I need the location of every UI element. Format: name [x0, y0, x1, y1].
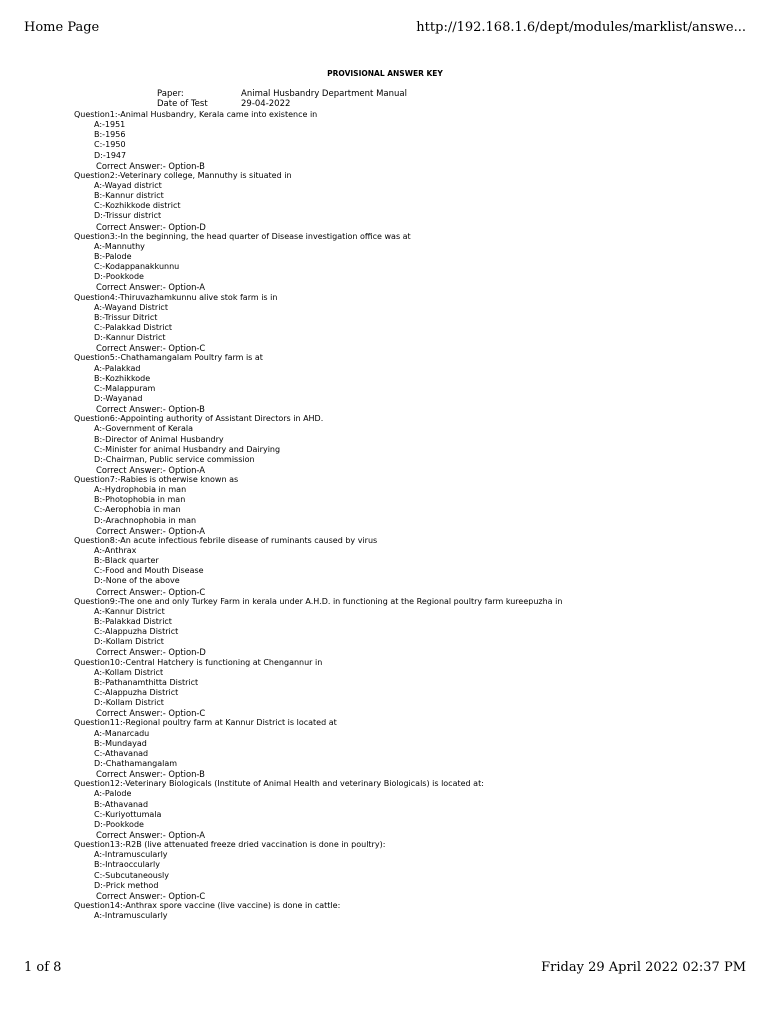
- question-block: [74, 718, 754, 779]
- correct-answer: Correct Answer:- Option-C: [96, 343, 206, 354]
- answer-option: D:-Chairman, Public service commission: [94, 454, 255, 464]
- answer-option: A:-Intramuscularly: [94, 911, 168, 921]
- question-block: [74, 110, 754, 171]
- correct-answer: Correct Answer:- Option-D: [96, 647, 206, 658]
- answer-option: D:-None of the above: [94, 576, 180, 586]
- question-text: Question9:-The one and only Turkey Farm in kerala under A.H.D. in functioning at the Regional poultry farm kureepuzha in: [74, 596, 563, 606]
- question-text: Question13:-R2B (live attenuated freeze dried vaccination is done in poultry):: [74, 840, 386, 850]
- question-block: [74, 597, 754, 658]
- answer-option: B:-Intraoccularly: [94, 860, 160, 870]
- answer-option: B:-Pathanamthitta District: [94, 677, 199, 687]
- answer-option: A:-Anthrax: [94, 546, 137, 556]
- answer-option: D:-1947: [94, 150, 127, 160]
- question-text: Question1:-Animal Husbandry, Kerala came into existence in: [74, 110, 318, 119]
- question-text: Question11:-Regional poultry farm at Kannur District is located at: [74, 718, 337, 728]
- question-block: [74, 232, 754, 293]
- question-block: [74, 658, 754, 719]
- answer-option: C:-Food and Mouth Disease: [94, 566, 204, 576]
- answer-option: D:-Trissur district: [94, 211, 162, 221]
- browser-header-url: http://192.168.1.6/dept/modules/marklist/answe...: [416, 20, 746, 35]
- question-text: Question12:-Veterinary Biologicals (Institute of Animal Health and veterinary Biologicals) is located at:: [74, 779, 484, 789]
- answer-option: D:-Prick method: [94, 880, 159, 890]
- correct-answer: Correct Answer:- Option-C: [96, 890, 206, 901]
- question-block: [74, 353, 754, 414]
- correct-answer: Correct Answer:- Option-B: [96, 404, 205, 415]
- date-row: [157, 99, 291, 109]
- date-label: Date of Test: [157, 99, 208, 109]
- question-text: Question7:-Rabies is otherwise known as: [74, 475, 239, 485]
- answer-option: A:-Palode: [94, 789, 132, 799]
- answer-option: B:-Kannur district: [94, 191, 164, 201]
- question-block: [74, 901, 754, 921]
- answer-option: B:-1956: [94, 130, 126, 140]
- page-title: PROVISIONAL ANSWER KEY: [327, 69, 443, 78]
- answer-option: B:-Palode: [94, 251, 132, 261]
- answer-option: D:-Kollam District: [94, 698, 164, 708]
- question-block: [74, 779, 754, 840]
- question-list: [74, 110, 754, 921]
- question-block: [74, 171, 754, 232]
- answer-option: B:-Director of Animal Husbandry: [94, 434, 224, 444]
- answer-option: A:-Kannur District: [94, 606, 165, 616]
- answer-option: A:-Intramuscularly: [94, 850, 168, 860]
- paper-label: Paper:: [157, 89, 184, 99]
- answer-option: D:-Pookkode: [94, 819, 144, 829]
- print-timestamp: Friday 29 April 2022 02:37 PM: [541, 960, 746, 975]
- answer-option: C:-Palakkad District: [94, 322, 173, 332]
- page-counter: 1 of 8: [24, 960, 62, 975]
- answer-option: A:-Government of Kerala: [94, 424, 193, 434]
- question-text: Question6:-Appointing authority of Assistant Directors in AHD.: [74, 414, 324, 424]
- answer-option: A:-Wayad district: [94, 180, 162, 190]
- browser-header-title: Home Page: [24, 20, 100, 35]
- answer-option: D:-Chathamangalam: [94, 759, 178, 768]
- answer-option: B:-Black quarter: [94, 556, 159, 566]
- answer-option: C:-1950: [94, 140, 126, 150]
- answer-option: C:-Aerophobia in man: [94, 505, 181, 515]
- answer-option: D:-Wayanad: [94, 393, 143, 403]
- correct-answer: Correct Answer:- Option-D: [96, 221, 206, 232]
- correct-answer: Correct Answer:- Option-A: [96, 525, 205, 536]
- answer-option: C:-Kozhikkode district: [94, 201, 181, 211]
- correct-answer: Correct Answer:- Option-B: [96, 160, 205, 171]
- answer-option: C:-Minister for animal Husbandry and Dairying: [94, 444, 281, 454]
- question-text: Question4:-Thiruvazhamkunnu alive stok farm is in: [74, 292, 278, 302]
- correct-answer: Correct Answer:- Option-B: [96, 769, 205, 780]
- question-block: [74, 840, 754, 901]
- answer-option: A:-1951: [94, 120, 126, 130]
- paper-value: Animal Husbandry Department Manual: [241, 89, 407, 99]
- question-block: [74, 293, 754, 354]
- answer-option: A:-Manarcadu: [94, 728, 150, 738]
- question-text: Question10:-Central Hatchery is functioning at Chengannur in: [74, 657, 323, 667]
- correct-answer: Correct Answer:- Option-A: [96, 464, 205, 475]
- question-block: [74, 475, 754, 536]
- answer-option: D:-Arachnophobia in man: [94, 515, 197, 525]
- correct-answer: Correct Answer:- Option-C: [96, 586, 206, 597]
- answer-option: D:-Pookkode: [94, 272, 144, 282]
- answer-option: B:-Athavanad: [94, 799, 149, 809]
- answer-option: C:-Kuriyottumala: [94, 809, 162, 819]
- answer-option: B:-Mundayad: [94, 738, 147, 748]
- correct-answer: Correct Answer:- Option-A: [96, 829, 205, 840]
- answer-option: D:-Kannur District: [94, 333, 166, 343]
- answer-option: C:-Subcutaneously: [94, 870, 169, 880]
- answer-option: A:-Kollam District: [94, 667, 164, 677]
- answer-option: A:-Hydrophobia in man: [94, 485, 187, 495]
- paper-row: [157, 89, 407, 99]
- answer-option: C:-Malappuram: [94, 383, 156, 393]
- question-text: Question8:-An acute infectious febrile disease of ruminants caused by virus: [74, 535, 378, 545]
- answer-option: A:-Mannuthy: [94, 241, 145, 251]
- question-text: Question3:-In the beginning, the head quarter of Disease investigation office was at: [74, 231, 411, 241]
- answer-option: B:-Palakkad District: [94, 617, 172, 627]
- question-text: Question2:-Veterinary college, Mannuthy is situated in: [74, 170, 292, 180]
- answer-option: D:-Kollam District: [94, 637, 164, 647]
- answer-option: C:-Kodappanakkunnu: [94, 262, 180, 272]
- answer-option: B:-Trissur Ditrict: [94, 312, 158, 322]
- date-value: 29-04-2022: [241, 99, 291, 109]
- answer-option: C:-Athavanad: [94, 748, 149, 758]
- answer-option: C:-Alappuzha District: [94, 688, 179, 698]
- question-text: Question14:-Anthrax spore vaccine (live vaccine) is done in cattle:: [74, 900, 341, 910]
- question-block: [74, 414, 754, 475]
- answer-option: C:-Alappuzha District: [94, 627, 179, 637]
- question-text: Question5:-Chathamangalam Poultry farm is at: [74, 353, 263, 363]
- answer-option: A:-Palakkad: [94, 363, 141, 373]
- answer-option: B:-Kozhikkode: [94, 373, 151, 383]
- correct-answer: Correct Answer:- Option-C: [96, 708, 206, 719]
- question-block: [74, 536, 754, 597]
- answer-option: B:-Photophobia in man: [94, 495, 186, 505]
- correct-answer: Correct Answer:- Option-A: [96, 282, 205, 293]
- answer-option: A:-Wayand District: [94, 302, 168, 312]
